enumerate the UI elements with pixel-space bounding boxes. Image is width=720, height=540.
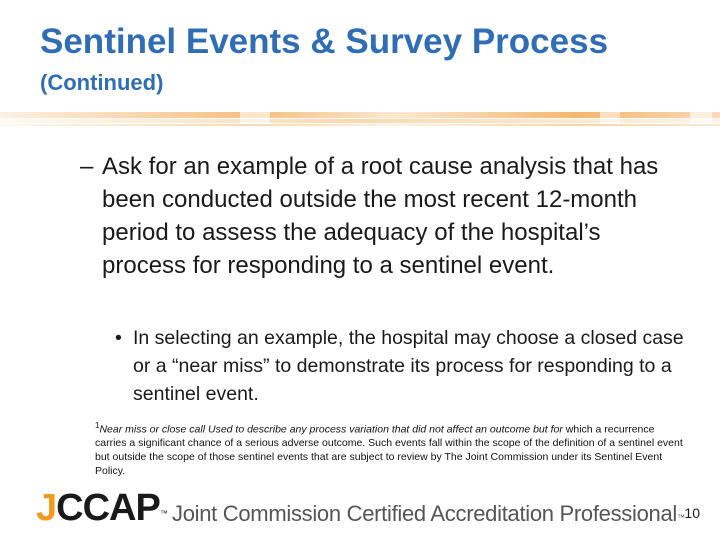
footnote (95, 419, 687, 479)
jccap-logo (36, 486, 167, 530)
footnote-italic: Near miss or close call Used to describe any process variation that did not affect an outcome but for (99, 423, 563, 436)
logo-j: J (36, 487, 57, 529)
org-name (172, 500, 685, 528)
decorative-stripe (0, 104, 720, 132)
page-number: 10 (684, 505, 700, 521)
footnote-text: which a recurrence carries a significant chance of a serious adverse outcome. Such events fall within the scope of the definition of a sentinel event but outside the scope of those sentinel events that are subject to review by The Joint Commission under its Sentinel Event Policy. (95, 423, 683, 477)
org-name-text: Joint Commission Certified Accreditation Professional (172, 501, 677, 526)
bullet-dot: • (115, 327, 122, 349)
footer (0, 486, 720, 540)
dash-marker: – (80, 153, 94, 180)
sub-bullet-text: In selecting an example, the hospital may choose a closed case or a “near miss” to demonstrate its process for responding to a sentinel event. (133, 327, 684, 405)
sub-bullet (115, 324, 685, 408)
org-tm: ™ (677, 513, 685, 522)
logo-rest: CCAP (56, 487, 160, 529)
logo-tm: ™ (159, 509, 167, 518)
main-bullet-text: Ask for an example of a root cause analysis that has been conducted outside the most recent 12-month period to assess the adequacy of the hospital’s process for responding to a sentinel event. (102, 153, 659, 279)
main-bullet (80, 150, 680, 282)
slide-title: Sentinel Events & Survey Process (40, 22, 609, 61)
footnote-marker: 1 (95, 421, 100, 430)
slide-subtitle: (Continued) (40, 70, 164, 95)
